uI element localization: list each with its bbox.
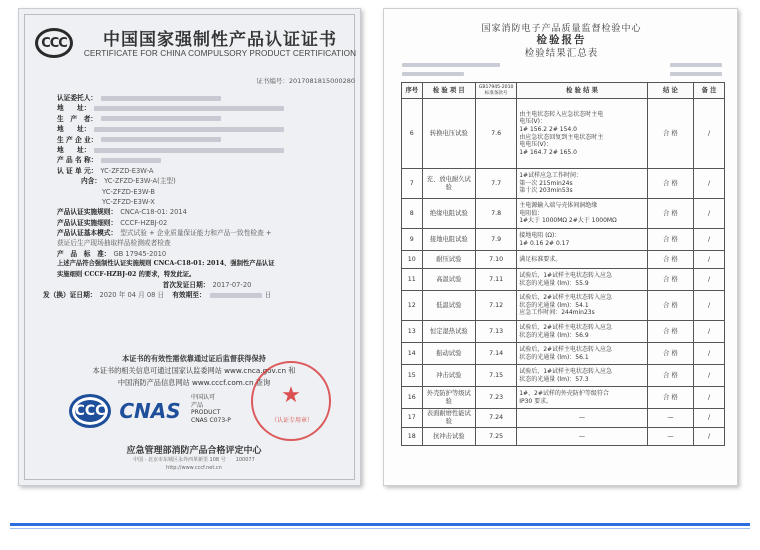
redacted-text [670,72,722,76]
result-line: 1#大于 1000MΩ 2#大于 1000MΩ [519,217,617,225]
result-line: 由主电状态转入应急状态时主电 [519,110,604,118]
column-header: 检 验 项 目 [422,83,475,99]
conclusion-cell: 合 格 [647,99,693,169]
clause-cell: 7.11 [476,269,517,291]
cnas-line: 中国认可 [191,394,216,401]
conclusion-cell: 合 格 [647,199,693,229]
certificate-title: 中国国家强制性产品认证证书 [103,30,337,50]
clause-cell: 7.10 [476,251,517,269]
mode-value: 型式试验 + 企业质量保证能力和产品一致性检查 + [120,229,272,238]
clause-cell: 7.12 [476,291,517,321]
note-cell: / [694,229,725,251]
conclusion-cell: 合 格 [647,269,693,291]
statement-row-2 [57,270,357,280]
conclusion-cell: 合 格 [647,387,693,409]
test-item-cell: 耐压试验 [422,251,475,269]
red-seal-stamp [251,361,331,441]
cnas-line: 产品 [191,401,204,409]
certificate-footnote-1: 本证书的有效性需依靠通过证后监督获得保持 [122,354,266,363]
address-label: 地 址： [57,125,91,134]
model-label: 认 证 单 元： [57,166,98,175]
includes-value: YC-ZFZD-E3W-A(主型) [104,177,176,186]
row-number-cell: 12 [402,291,423,321]
mode-row [57,228,357,238]
test-item-cell: 表面耐磨性能试验 [422,409,475,428]
model-b-value: YC-ZFZD-E3W-B [102,187,155,196]
note-cell: / [694,428,725,446]
result-cell [517,409,648,428]
address-label: 地 址： [57,104,91,113]
certificate-footnote-3: 中国消防产品信息网站 www.cccf.com.cn 查询 [117,378,271,387]
table-row [402,229,725,251]
clause-cell: 7.6 [476,99,517,169]
table-row [402,387,725,409]
redacted-text [94,127,284,132]
table-row [402,409,725,428]
entrusting-party-row [57,93,357,103]
cnas-logo-icon: CNAS [119,399,181,423]
report-center-name: 国家消防电子产品质量监督检验中心 [481,24,642,34]
table-row [402,365,725,387]
row-number-cell: 14 [402,343,423,365]
row-number-cell: 10 [402,251,423,269]
redacted-text [210,293,262,298]
product-name-label: 产 品 名 称： [57,156,98,165]
test-item-cell: 恒定湿热试验 [422,321,475,343]
row-number-cell: 8 [402,199,423,229]
certificate-subtitle: CERTIFICATE FOR CHINA COMPULSORY PRODUCT CERTIFICATION [83,49,357,58]
result-line: 状态的光通量 (lm)：56.9 [519,331,589,339]
issue-value: 2020 年 04 月 08 日 [99,291,165,300]
result-line: 状态的光通量 (lm)：54.1 [519,301,589,309]
test-item-cell: 充、放电耐久试验 [422,169,475,199]
clause-cell: 7.24 [476,409,517,428]
redacted-text [94,148,284,153]
ccc-certificate [18,8,361,486]
table-row [402,169,725,199]
result-cell [517,291,648,321]
standard-row [57,249,357,259]
address-row-1 [57,103,357,113]
conclusion-cell: 合 格 [647,321,693,343]
first-issue-label: 首次发证日期： [162,281,210,290]
result-cell [517,269,648,291]
address-row-3 [57,145,357,155]
conclusion-cell: 合 格 [647,343,693,365]
row-number-cell: 16 [402,387,423,409]
note-cell: / [694,169,725,199]
report-meta-redacted [402,61,722,81]
issue-label: 发（换）证日期： [43,291,97,300]
result-cell [517,251,648,269]
clause-cell: 7.7 [476,169,517,199]
test-item-cell: 高温试验 [422,269,475,291]
result-cell [517,229,648,251]
note-cell: / [694,343,725,365]
result-line: 主电源输入端与壳体间洞绝缘 [519,202,598,210]
redacted-text [101,137,221,142]
column-header: GB17945-2010 标准条款号 [476,83,517,99]
note-cell: / [694,409,725,428]
result-line: 状态的光通量 (lm)：57.3 [519,375,589,383]
certificate-number: 证书编号：2017081815000280 [256,77,355,85]
result-line: 第十次 203min53s [519,187,573,195]
table-row [402,343,725,365]
mode-value-2: 获证后生产现场抽取样品检测或者检查 [57,239,171,248]
row-number-cell: 17 [402,409,423,428]
rule-label: 产品认证实施规则： [57,208,118,217]
result-cell [517,365,648,387]
redacted-text [402,72,464,76]
clause-cell: 7.8 [476,199,517,229]
conclusion-cell: — [647,409,693,428]
results-table-body [402,99,725,446]
test-item-cell: 转换电压试验 [422,99,475,169]
result-line: IP30 要求。 [519,397,553,405]
result-line: 接地电阻 (Ω)： [519,231,561,239]
result-line: 1#、2#试样的外壳防护等级符合 [519,389,609,397]
cnas-line: PRODUCT [191,409,221,416]
table-row [402,99,725,169]
row-number-cell: 11 [402,269,423,291]
column-header: 序号 [402,83,423,99]
certificate-footnote-2: 本证书的相关信息可通过国家认监委网站 www.cnca.gov.cn 和 [92,366,296,375]
ccc-mark-icon: CCC [69,394,111,428]
redacted-text [101,96,221,101]
redacted-text [670,63,722,67]
result-line: 电阻值： [519,209,544,217]
includes-label: 内含： [81,177,102,186]
certificate-fields [43,93,357,301]
row-number-cell: 9 [402,229,423,251]
seal-text: （认证专用章） [270,417,313,424]
standard-label: 产 品 标 准： [57,249,111,258]
row-number-cell: 6 [402,99,423,169]
valid-label: 有效期至： [172,291,206,300]
report-title: 检验报告 [536,34,587,46]
model-value: YC-ZFZD-E3W-A [100,166,154,175]
factory-row [57,135,357,145]
test-item-cell: 外壳防护等级试验 [422,387,475,409]
result-line: — [579,414,585,422]
result-line: 由应急状态回复到主电状态时主 [519,133,604,141]
detail-row [57,218,357,228]
result-line: 试验后，2#试样主电状态转入应急 [519,294,613,302]
clause-cell: 7.25 [476,428,517,446]
result-cell [517,321,648,343]
page-divider-thin [10,528,750,529]
product-name-row [57,155,357,165]
clause-cell: 7.9 [476,229,517,251]
entrusting-party-label: 认证委托人： [57,94,98,102]
model-b-row [57,187,357,197]
row-number-cell: 7 [402,169,423,199]
note-cell: / [694,291,725,321]
report-subtitle: 检验结果汇总表 [524,48,599,59]
table-row [402,428,725,446]
table-row [402,199,725,229]
test-item-cell: 接地电阻试验 [422,229,475,251]
note-cell: / [694,199,725,229]
issue-row [43,290,357,300]
result-line: 1# 164.7 2# 165.0 [519,148,577,156]
clause-cell: 7.13 [476,321,517,343]
statement-1: 上述产品符合强制性认证实施规则 CNCA-C18-01: 2014、强制性产品认证 [57,260,275,268]
table-row [402,251,725,269]
standard-value: GB 17945-2010 [113,249,167,258]
result-line: 试验后，2#试样主电状态转入应急 [519,323,613,331]
column-header: 备 注 [694,83,725,99]
star-icon: ★ [281,383,301,408]
clause-cell: 7.15 [476,365,517,387]
organization-url: http://www.cccf.net.cn [166,465,222,471]
address-label: 地 址： [57,145,91,154]
mode-label: 产品认证基本模式： [57,229,118,238]
conclusion-cell: 合 格 [647,251,693,269]
result-line: 应急工作时间：244min23s [519,309,595,317]
note-cell: / [694,99,725,169]
result-cell [517,428,648,446]
includes-row [57,176,357,186]
clause-cell: 7.14 [476,343,517,365]
column-header: 结 论 [647,83,693,99]
first-issue-row [57,280,357,290]
note-cell: / [694,365,725,387]
row-number-cell: 18 [402,428,423,446]
model-x-value: YC-ZFZD-E3W-X [102,197,155,206]
page-divider [10,523,750,526]
redacted-text [101,158,161,163]
clause-cell: 7.23 [476,387,517,409]
result-cell [517,199,648,229]
conclusion-cell: 合 格 [647,229,693,251]
conclusion-cell: 合 格 [647,169,693,199]
note-cell: / [694,269,725,291]
producer-label: 生 产 者： [57,114,98,123]
result-line: 1# 156.2 2# 154.0 [519,125,577,133]
note-cell: / [694,321,725,343]
issuing-organization: 应急管理部消防产品合格评定中心 [126,446,262,456]
first-issue-value: 2017-07-20 [212,281,252,290]
rule-value: CNCA-C18-01: 2014 [120,208,187,217]
note-cell: / [694,387,725,409]
results-table [401,82,725,446]
table-header-row [402,83,725,99]
result-line: 第一次 215min24s [519,179,573,187]
redacted-text [94,106,284,111]
result-cell [517,169,648,199]
result-line: 1#试样应急工作时间： [519,172,583,180]
conclusion-cell: 合 格 [647,365,693,387]
test-item-cell: 抗冲击试验 [422,428,475,446]
producer-row [57,114,357,124]
result-cell [517,387,648,409]
result-line: 试验后，1#试样主电状态转入应急 [519,271,613,279]
test-item-cell: 冲击试验 [422,365,475,387]
statement-2: 实施细则 CCCF-HZBJ-02 的要求，特发此证。 [57,270,196,278]
table-row [402,269,725,291]
result-line: 状态的光通量 (lm)：55.9 [519,279,589,287]
result-line: 1# 0.16 2# 0.17 [519,239,570,247]
address-row-2 [57,124,357,134]
result-line: 试验后，1#试样主电状态转入应急 [519,367,613,375]
model-row [57,166,357,176]
test-item-cell: 振动试验 [422,343,475,365]
detail-value: CCCF-HZBJ-02 [120,218,168,227]
mode-row-2 [57,238,357,248]
detail-label: 产品认证实施细则： [57,218,118,227]
valid-suffix: 日 [264,291,272,300]
result-line: 试验后，2#试样主电状态转入应急 [519,345,613,353]
result-line: 电电压(V)： [519,141,552,149]
factory-label: 生 产 企 业： [57,135,98,144]
test-item-cell: 绝缘电阻试验 [422,199,475,229]
result-cell [517,99,648,169]
redacted-text [402,63,500,67]
table-row [402,321,725,343]
row-number-cell: 15 [402,365,423,387]
rule-row [57,207,357,217]
column-header: 检 验 结 果 [517,83,648,99]
conclusion-cell: 合 格 [647,291,693,321]
note-cell: / [694,251,725,269]
result-line: 满足标准要求。 [519,255,562,263]
organization-address: 中国 · 北京市东城区永外西革新里 108 号 100077 [133,457,255,463]
row-number-cell: 13 [402,321,423,343]
cnas-line: CNAS C073-P [191,416,231,424]
redacted-text [101,116,221,121]
ccc-logo-icon: CCC [35,28,73,58]
test-item-cell: 低温试验 [422,291,475,321]
conclusion-cell: — [647,428,693,446]
statement-row-1 [57,259,357,269]
result-line: 状态的光通量 (lm)：56.1 [519,353,589,361]
result-line: — [579,432,585,440]
result-line: 电压(V)： [519,118,546,126]
model-x-row [57,197,357,207]
inspection-report [383,8,738,486]
result-cell [517,343,648,365]
table-row [402,291,725,321]
